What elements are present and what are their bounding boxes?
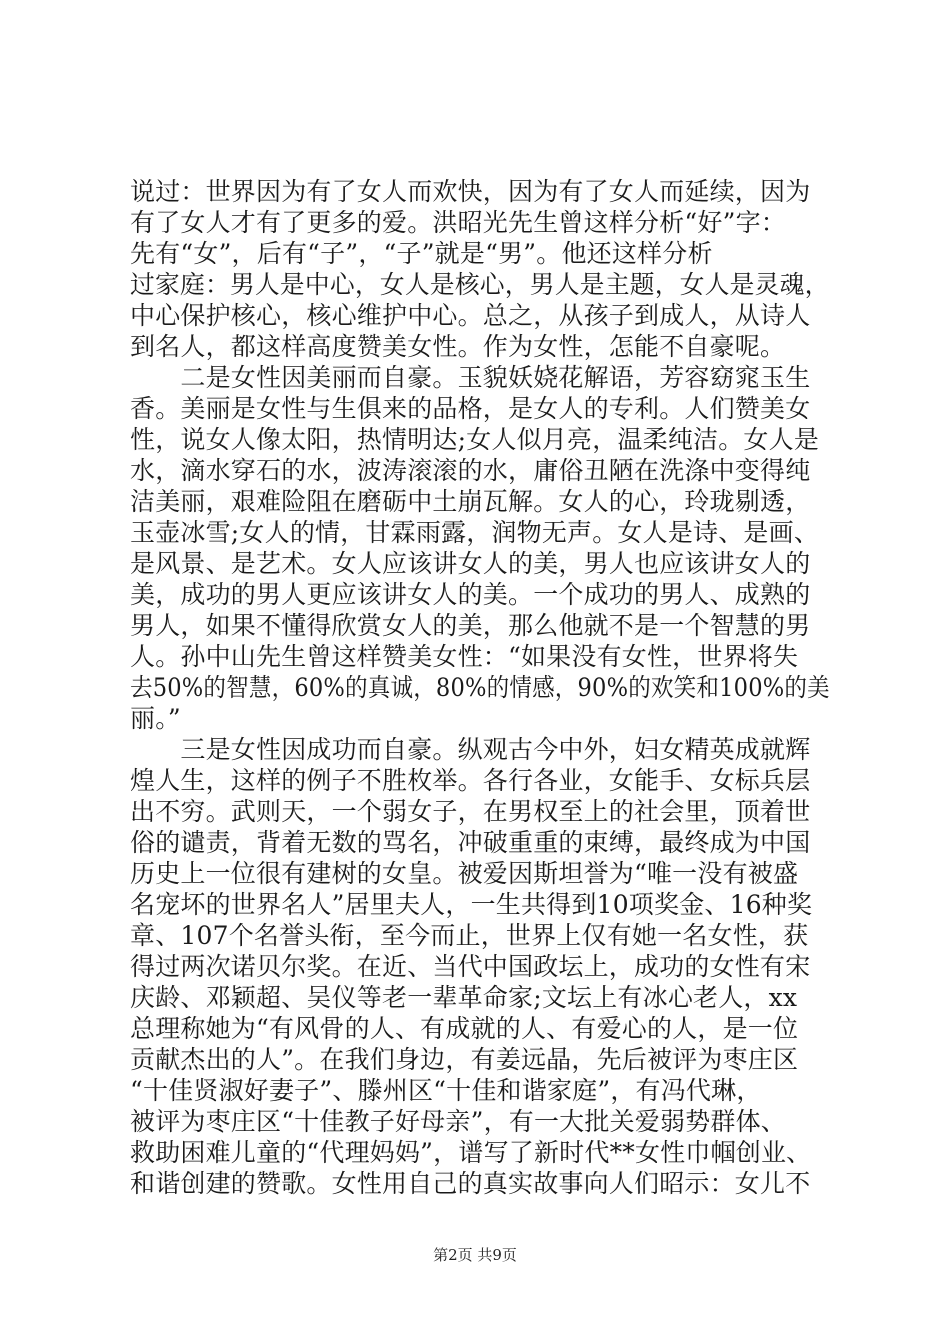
text-line: 救助困难儿童的“代理妈妈”，谱写了新时代**女性巾帼创业、 — [130, 1138, 812, 1167]
text-line: 名宠坏的世界名人”居里夫人，一生共得到10项奖金、16种奖 — [130, 890, 813, 919]
text-line: 庆龄、邓颖超、吴仪等老一辈革命家;文坛上有冰心老人，xx — [130, 983, 798, 1012]
text-line: 得过两次诺贝尔奖。在近、当代中国政坛上，成功的女性有宋 — [130, 952, 811, 981]
text-line: 三是女性因成功而自豪。纵观古今中外，妇女精英成就辉 — [130, 735, 811, 764]
text-line: 丽。” — [130, 704, 181, 733]
text-line: 美，成功的男人更应该讲女人的美。一个成功的男人、成熟的 — [130, 580, 811, 609]
text-line: 中心保护核心，核心维护中心。总之，从孩子到成人，从诗人 — [130, 301, 811, 330]
text-line: 男人，如果不懂得欣赏女人的美，那么他就不是一个智慧的男 — [130, 611, 811, 640]
text-line: 说过：世界因为有了女人而欢快，因为有了女人而延续，因为 — [130, 177, 811, 206]
text-line: 俗的谴责，背着无数的骂名，冲破重重的束缚，最终成为中国 — [130, 828, 811, 857]
text-line: 香。美丽是女性与生俱来的品格，是女人的专利。人们赞美女 — [130, 394, 811, 423]
text-line: 煌人生，这样的例子不胜枚举。各行各业，女能手、女标兵层 — [130, 766, 811, 795]
text-line: 人。孙中山先生曾这样赞美女性：“如果没有女性，世界将失 — [130, 642, 799, 671]
text-line: 玉壶冰雪;女人的情，甘霖雨露，润物无声。女人是诗、是画、 — [130, 518, 820, 547]
text-line: 二是女性因美丽而自豪。玉貌妖娆花解语，芳容窈窕玉生 — [130, 363, 811, 392]
page-footer: 第2页 共9页 — [433, 1246, 517, 1264]
text-line: 先有“女”，后有“子”，“子”就是“男”。他还这样分析 — [130, 239, 713, 268]
text-line: 出不穷。武则天，一个弱女子，在男权至上的社会里，顶着世 — [130, 797, 811, 826]
text-line: 总理称她为“有风骨的人、有成就的人、有爱心的人，是一位 — [130, 1014, 799, 1043]
text-line: “十佳贤淑好妻子”、滕州区“十佳和谐家庭”，有冯代琳， — [130, 1076, 762, 1105]
text-line: 去50%的智慧，60%的真诚，80%的情感，90%的欢笑和100%的美 — [130, 673, 830, 702]
text-line: 性，说女人像太阳，热情明达;女人似月亮，温柔纯洁。女人是 — [130, 425, 820, 454]
text-line: 是风景、是艺术。女人应该讲女人的美，男人也应该讲女人的 — [130, 549, 811, 578]
text-line: 到名人，都这样高度赞美女性。作为女性，怎能不自豪呢。 — [130, 332, 786, 361]
text-line: 洁美丽，艰难险阻在磨砺中土崩瓦解。女人的心，玲珑剔透， — [130, 487, 811, 516]
text-line: 过家庭：男人是中心，女人是核心，男人是主题，女人是灵魂， — [130, 270, 830, 299]
text-line: 和谐创建的赞歌。女性用自己的真实故事向人们昭示：女儿不 — [130, 1169, 811, 1198]
text-line: 贡献杰出的人”。在我们身边，有姜远晶，先后被评为枣庄区 — [130, 1045, 799, 1074]
text-line: 历史上一位很有建树的女皇。被爱因斯坦誉为“唯一没有被盛 — [130, 859, 799, 888]
text-line: 有了女人才有了更多的爱。洪昭光先生曾这样分析“好”字： — [130, 208, 786, 237]
text-line: 章、107个名誉头衔，至今而止，世界上仅有她一名女性，获 — [130, 921, 809, 950]
body-text — [130, 176, 830, 1199]
text-line: 水，滴水穿石的水，波涛滚滚的水，庸俗丑陋在洗涤中变得纯 — [130, 456, 811, 485]
text-line: 被评为枣庄区“十佳教子好母亲”，有一大批关爱弱势群体、 — [130, 1107, 786, 1136]
